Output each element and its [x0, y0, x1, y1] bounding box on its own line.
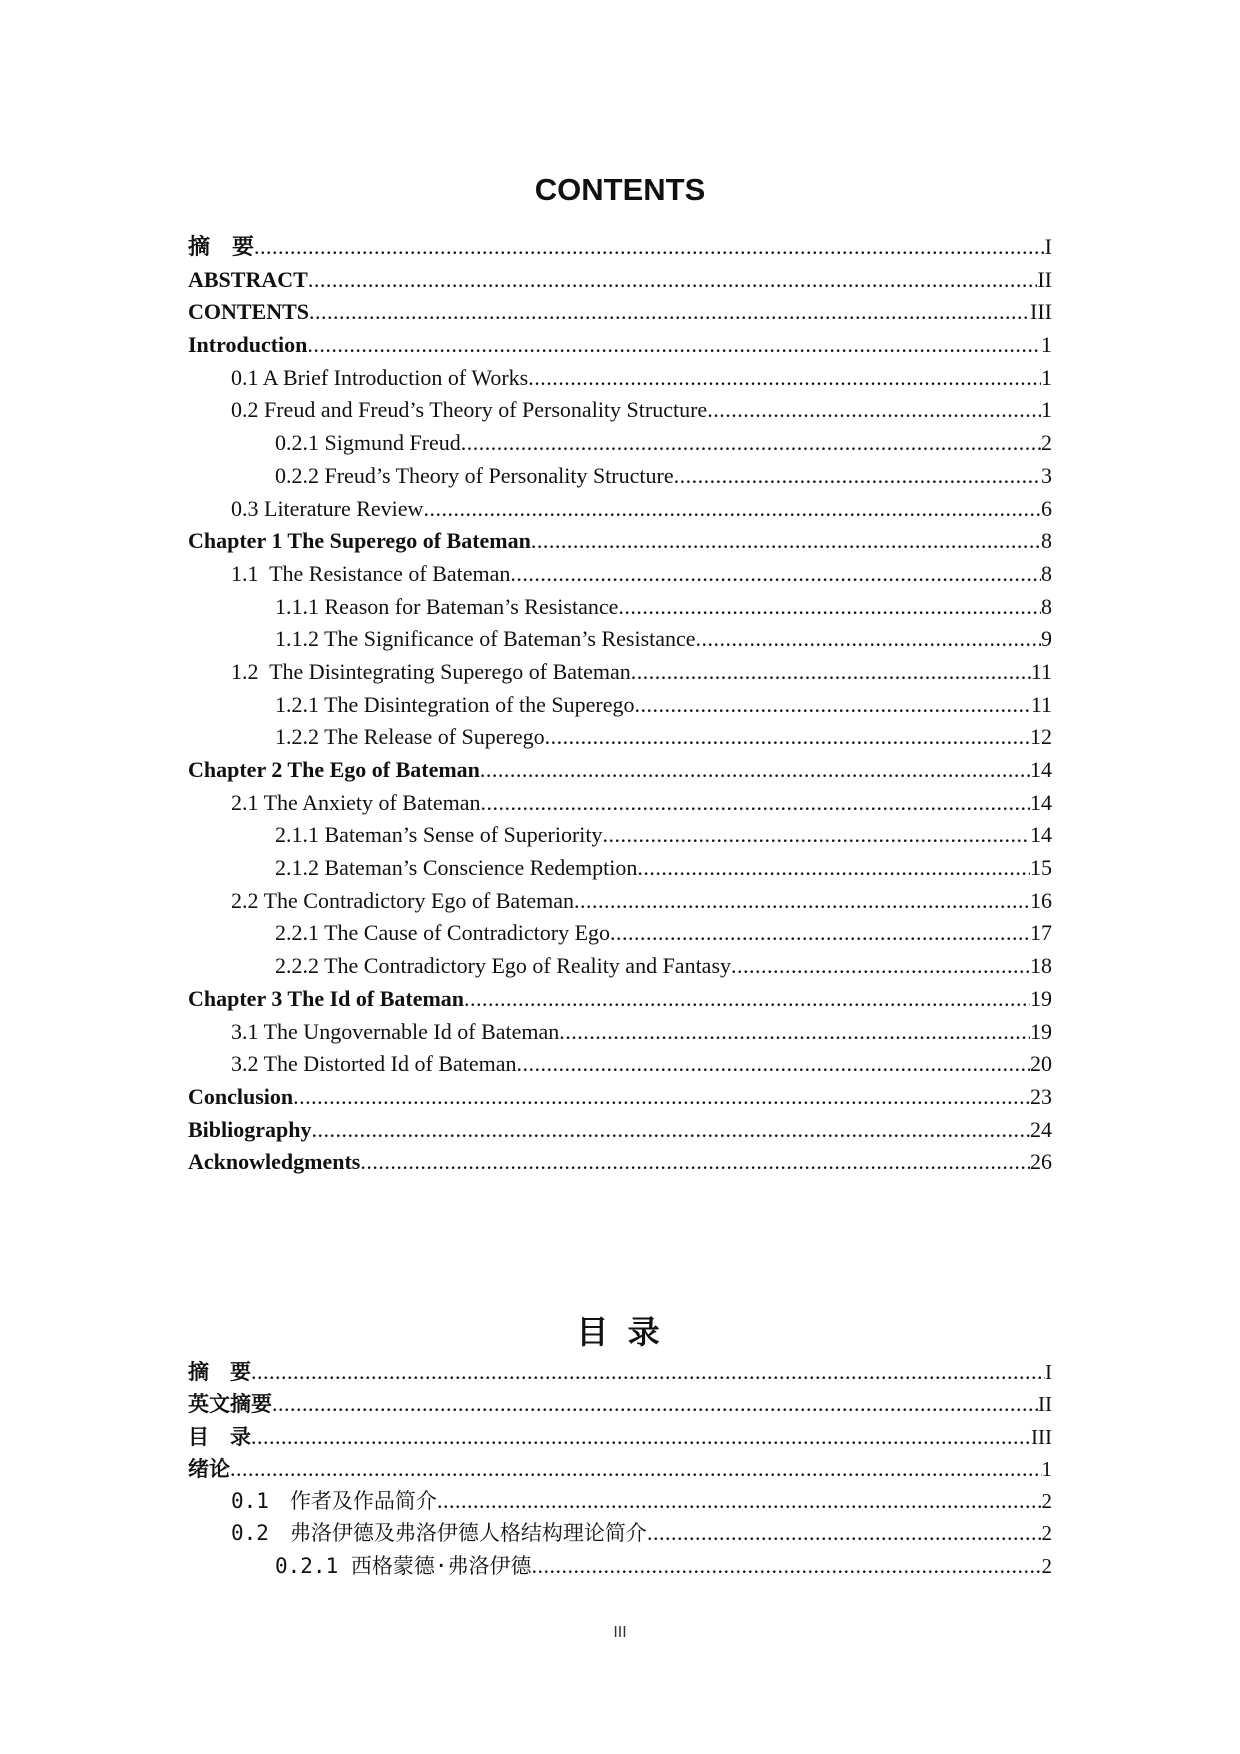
page-number: III: [613, 1624, 627, 1641]
toc-entry-title: Conclusion: [188, 1083, 294, 1109]
dot-leader: [308, 264, 1038, 297]
toc-entry-title: 绪论: [188, 1456, 230, 1481]
dot-leader: [603, 819, 1030, 852]
toc-entry-page: 1: [1041, 364, 1052, 390]
toc-entry-page: 26: [1030, 1149, 1052, 1175]
mulu-title: 目 录: [576, 1313, 664, 1351]
toc-entry-title: Introduction: [188, 332, 308, 358]
dot-leader: [674, 460, 1041, 493]
toc-entry: [188, 362, 1052, 395]
dot-leader: [707, 394, 1041, 427]
toc-entry-title: Chapter 3 The Id of Bateman: [188, 985, 465, 1011]
toc-entry-title: 1.2.1 The Disintegration of the Superego: [275, 691, 635, 717]
toc-entry: [188, 721, 1052, 754]
toc-entry-page: I: [1045, 1360, 1052, 1384]
toc-entry: [188, 1146, 1052, 1179]
dot-leader: [272, 1388, 1038, 1420]
dot-leader: [510, 558, 1041, 591]
toc-entry-title: 摘 要: [188, 234, 255, 259]
toc-entry-title: 摘 要: [188, 1360, 251, 1384]
dot-leader: [360, 1146, 1030, 1179]
dot-leader: [696, 623, 1041, 656]
toc-entry: [188, 885, 1052, 918]
toc-entry-page: 6: [1041, 495, 1052, 521]
toc-entry: [188, 296, 1052, 329]
toc-entry: [188, 1081, 1052, 1114]
toc-entry: [188, 394, 1052, 427]
dot-leader: [251, 1356, 1045, 1388]
dot-leader: [532, 1550, 1042, 1582]
dot-leader: [517, 1048, 1030, 1081]
toc-entry-page: 8: [1041, 528, 1052, 554]
toc-entry-page: 2: [1041, 430, 1052, 456]
dot-leader: [610, 917, 1030, 950]
dot-leader: [461, 427, 1041, 460]
toc-entry-page: 8: [1041, 560, 1052, 586]
toc-entry-title: CONTENTS: [188, 299, 310, 325]
toc-entry-title: 1.2.2 The Release of Superego: [275, 724, 545, 750]
toc-entry: [188, 493, 1052, 526]
toc-entry-title: 2.2.2 The Contradictory Ego of Reality and Fantasy: [275, 953, 732, 979]
dot-leader: [437, 1485, 1042, 1517]
toc-entry: [188, 1016, 1052, 1049]
dot-leader: [423, 493, 1041, 526]
toc-entry-page: II: [1037, 266, 1052, 292]
toc-entry: [188, 1388, 1052, 1420]
dot-leader: [251, 1421, 1031, 1453]
toc-entry: [188, 591, 1052, 624]
toc-entry: [188, 1550, 1052, 1582]
toc-entry-page: 1: [1041, 332, 1052, 358]
toc-list-chinese: [188, 1356, 1052, 1582]
toc-entry-page: 24: [1030, 1116, 1052, 1142]
dot-leader: [545, 721, 1030, 754]
toc-entry-title: 2.1 The Anxiety of Bateman: [231, 789, 481, 815]
toc-entry-page: 19: [1030, 1018, 1052, 1044]
toc-entry-page: 3: [1041, 462, 1052, 488]
toc-entry: [188, 264, 1052, 297]
toc-entry-page: 9: [1041, 626, 1052, 652]
toc-entry-page: 18: [1030, 953, 1052, 979]
dot-leader: [464, 983, 1030, 1016]
toc-entry: [188, 329, 1052, 362]
toc-entry-page: 17: [1030, 920, 1052, 946]
toc-entry-title: ABSTRACT: [188, 266, 308, 292]
toc-entry-page: 20: [1030, 1051, 1052, 1077]
toc-entry: [188, 950, 1052, 983]
toc-entry: [188, 460, 1052, 493]
toc-entry: [188, 1485, 1052, 1517]
toc-entry-title: 3.2 The Distorted Id of Bateman: [231, 1051, 517, 1077]
toc-entry-title: 0.2.2 Freud’s Theory of Personality Structure: [275, 462, 674, 488]
toc-entry: [188, 917, 1052, 950]
dot-leader: [559, 1016, 1030, 1049]
toc-entry-title: 1.2 The Disintegrating Superego of Bateman: [231, 658, 631, 684]
toc-entry-page: 15: [1030, 855, 1052, 881]
toc-entry: [188, 656, 1052, 689]
toc-entry-title: 0.2 Freud and Freud’s Theory of Personality Structure: [231, 397, 708, 423]
toc-entry: [188, 1421, 1052, 1453]
toc-entry-page: 14: [1030, 822, 1052, 848]
dot-leader: [631, 656, 1031, 689]
dot-leader: [230, 1453, 1042, 1485]
toc-entry: [188, 689, 1052, 722]
toc-entry-page: 14: [1030, 789, 1052, 815]
toc-entry-page: 2: [1041, 1553, 1052, 1578]
toc-entry-title: Chapter 1 The Superego of Bateman: [188, 528, 531, 554]
toc-entry-page: 11: [1030, 658, 1052, 684]
toc-entry: [188, 231, 1052, 264]
toc-entry-title: 0.1 A Brief Introduction of Works: [231, 364, 529, 390]
toc-entry-title: 1.1.1 Reason for Bateman’s Resistance: [275, 593, 619, 619]
toc-entry-page: I: [1044, 234, 1052, 259]
toc-entry-title: 0.2.1 Sigmund Freud: [275, 430, 461, 456]
toc-entry-title: 1.1.2 The Significance of Bateman’s Resistance: [275, 626, 696, 652]
toc-entry-title: 1.1 The Resistance of Bateman: [231, 560, 511, 586]
dot-leader: [293, 1081, 1030, 1114]
dot-leader: [634, 689, 1030, 722]
dot-leader: [307, 329, 1041, 362]
toc-entry-title: 0.3 Literature Review: [231, 495, 424, 521]
toc-entry-title: 2.2.1 The Cause of Contradictory Ego: [275, 920, 611, 946]
toc-entry-page: III: [1030, 299, 1052, 325]
toc-entry-page: 14: [1030, 757, 1052, 782]
toc-entry: [188, 525, 1052, 558]
toc-entry-page: 19: [1030, 985, 1052, 1011]
toc-entry: [188, 1114, 1052, 1147]
toc-entry: [188, 819, 1052, 852]
dot-leader: [480, 754, 1030, 787]
toc-entry: [188, 427, 1052, 460]
toc-entry-page: 2: [1041, 1521, 1052, 1546]
toc-entry: [188, 787, 1052, 820]
toc-entry-title: 2.1.2 Bateman’s Conscience Redemption: [275, 855, 638, 881]
toc-entry-page: 23: [1030, 1083, 1052, 1109]
toc-entry: [188, 623, 1052, 656]
toc-entry-page: 11: [1030, 691, 1052, 717]
dot-leader: [637, 852, 1030, 885]
toc-entry-title: 英文摘要: [188, 1392, 272, 1417]
toc-entry-title: 2.2 The Contradictory Ego of Bateman: [231, 887, 574, 913]
dot-leader: [531, 525, 1041, 558]
toc-entry: [188, 558, 1052, 591]
toc-entry-title: 目 录: [188, 1424, 251, 1449]
toc-entry: [188, 983, 1052, 1016]
dot-leader: [618, 591, 1041, 624]
toc-entry-title: 3.1 The Ungovernable Id of Bateman: [231, 1018, 560, 1044]
dot-leader: [574, 885, 1030, 918]
toc-entry-title: 0.2.1 西格蒙德·弗洛伊德: [275, 1553, 532, 1578]
dot-leader: [731, 950, 1030, 983]
toc-entry-page: II: [1038, 1392, 1052, 1417]
dot-leader: [481, 787, 1031, 820]
toc-entry: [188, 1453, 1052, 1485]
toc-entry: [188, 754, 1052, 787]
contents-title: CONTENTS: [534, 172, 706, 207]
toc-entry-title: 2.1.1 Bateman’s Sense of Superiority: [275, 822, 603, 848]
toc-entry-page: 1: [1041, 397, 1052, 423]
toc-entry-page: III: [1031, 1424, 1052, 1449]
toc-list-english: [188, 231, 1052, 1179]
toc-entry-title: Acknowledgments: [188, 1149, 361, 1175]
toc-entry-page: 2: [1041, 1489, 1052, 1514]
toc-entry: [188, 1048, 1052, 1081]
toc-entry: [188, 1356, 1052, 1388]
toc-entry: [188, 1517, 1052, 1549]
dot-leader: [254, 231, 1045, 264]
toc-entry: [188, 852, 1052, 885]
dot-leader: [311, 1114, 1030, 1147]
dot-leader: [647, 1517, 1042, 1549]
toc-entry-page: 1: [1041, 1456, 1052, 1481]
toc-entry-title: Bibliography: [188, 1116, 312, 1142]
toc-entry-page: 8: [1041, 593, 1052, 619]
toc-entry-page: 12: [1030, 724, 1052, 750]
toc-entry-title: 0.1 作者及作品简介: [231, 1489, 437, 1514]
dot-leader: [309, 296, 1030, 329]
toc-entry-title: 0.2 弗洛伊德及弗洛伊德人格结构理论简介: [231, 1521, 647, 1546]
toc-entry-title: Chapter 2 The Ego of Bateman: [188, 757, 480, 782]
dot-leader: [528, 362, 1041, 395]
toc-entry-page: 16: [1030, 887, 1052, 913]
